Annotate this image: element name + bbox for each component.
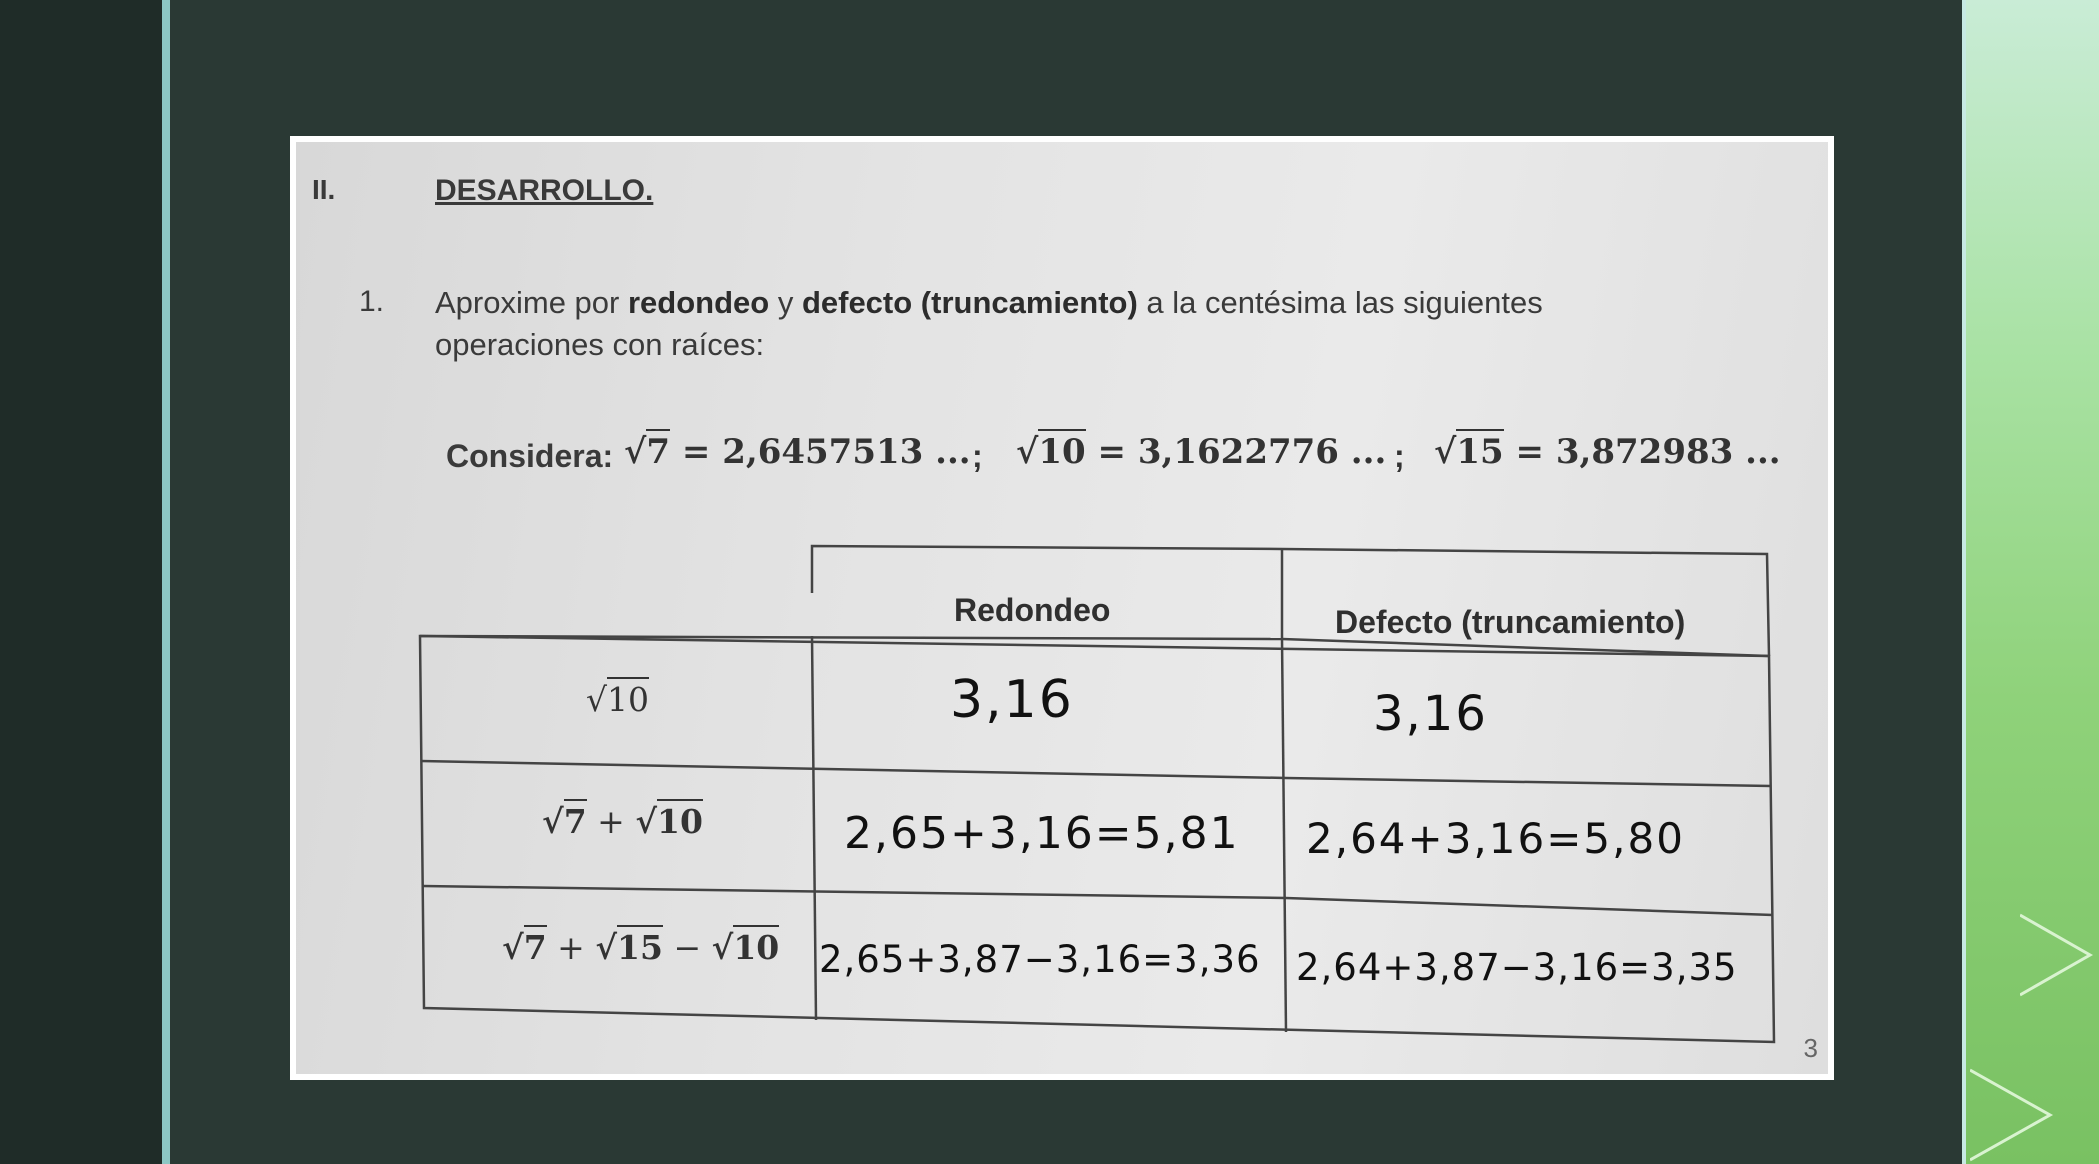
sqrt15-value: √15 = 3,872983 ...: [1434, 432, 1781, 472]
row-label-sqrt7-plus-sqrt15-minus-sqrt10: √7 + √15 − √10: [502, 928, 779, 967]
sqrt10-approx: = 3,1622776 ...: [1097, 432, 1387, 472]
section-title: DESARROLLO.: [435, 174, 654, 207]
page-number: 3: [1803, 1033, 1818, 1063]
sqrt15-approx: = 3,872983 ...: [1515, 432, 1781, 472]
chevron-decoration-icon: [1970, 1060, 2070, 1164]
header-redondeo: Redondeo: [954, 592, 1111, 628]
question-text-pre: Aproxime por: [435, 285, 628, 320]
answer-defecto-row2: 2,64+3,16=5,80: [1306, 814, 1685, 863]
sqrt7-value: √7 = 2,6457513 ...: [624, 432, 971, 472]
sqrt10-value: √10 = 3,1622776 ...: [1016, 432, 1386, 472]
answer-redondeo-row1: 3,16: [950, 670, 1074, 730]
sqrt7-radicand: 7: [646, 429, 670, 472]
left-accent-stripe: [162, 0, 170, 1164]
row-label-sqrt7-plus-sqrt10: √7 + √10: [542, 802, 703, 841]
sqrt15-radicand: 15: [1456, 429, 1503, 472]
sqrt7-approx: = 2,6457513 ...: [681, 432, 971, 472]
question-text-mid: y: [769, 285, 802, 320]
right-accent-stripe: [1962, 0, 1966, 1164]
left-band: [0, 0, 162, 1164]
row-label-sqrt10: √10: [586, 680, 649, 719]
question-bold-defecto: defecto (truncamiento): [801, 285, 1138, 320]
question-number: 1.: [359, 285, 385, 318]
chevron-decoration-icon: [2020, 900, 2099, 1010]
sqrt10-radicand: 10: [1038, 429, 1085, 472]
answer-defecto-row1: 3,16: [1373, 686, 1488, 742]
question-text-post: a la centésima las siguientes operaciones con raíces:: [435, 285, 1543, 362]
separator: ;: [1394, 438, 1405, 474]
considera-label: Considera:: [446, 438, 614, 474]
separator: ;: [972, 438, 983, 474]
header-defecto: Defecto (truncamiento): [1335, 604, 1686, 640]
section-number: II.: [312, 174, 336, 205]
worksheet-paper: [296, 142, 1828, 1074]
worksheet-photo: [290, 136, 1834, 1080]
question-bold-redondeo: redondeo: [627, 285, 770, 320]
answer-redondeo-row2: 2,65+3,16=5,81: [844, 808, 1240, 859]
answer-defecto-row3: 2,64+3,87−3,16=3,35: [1296, 946, 1738, 989]
answer-redondeo-row3: 2,65+3,87−3,16=3,36: [819, 938, 1261, 981]
